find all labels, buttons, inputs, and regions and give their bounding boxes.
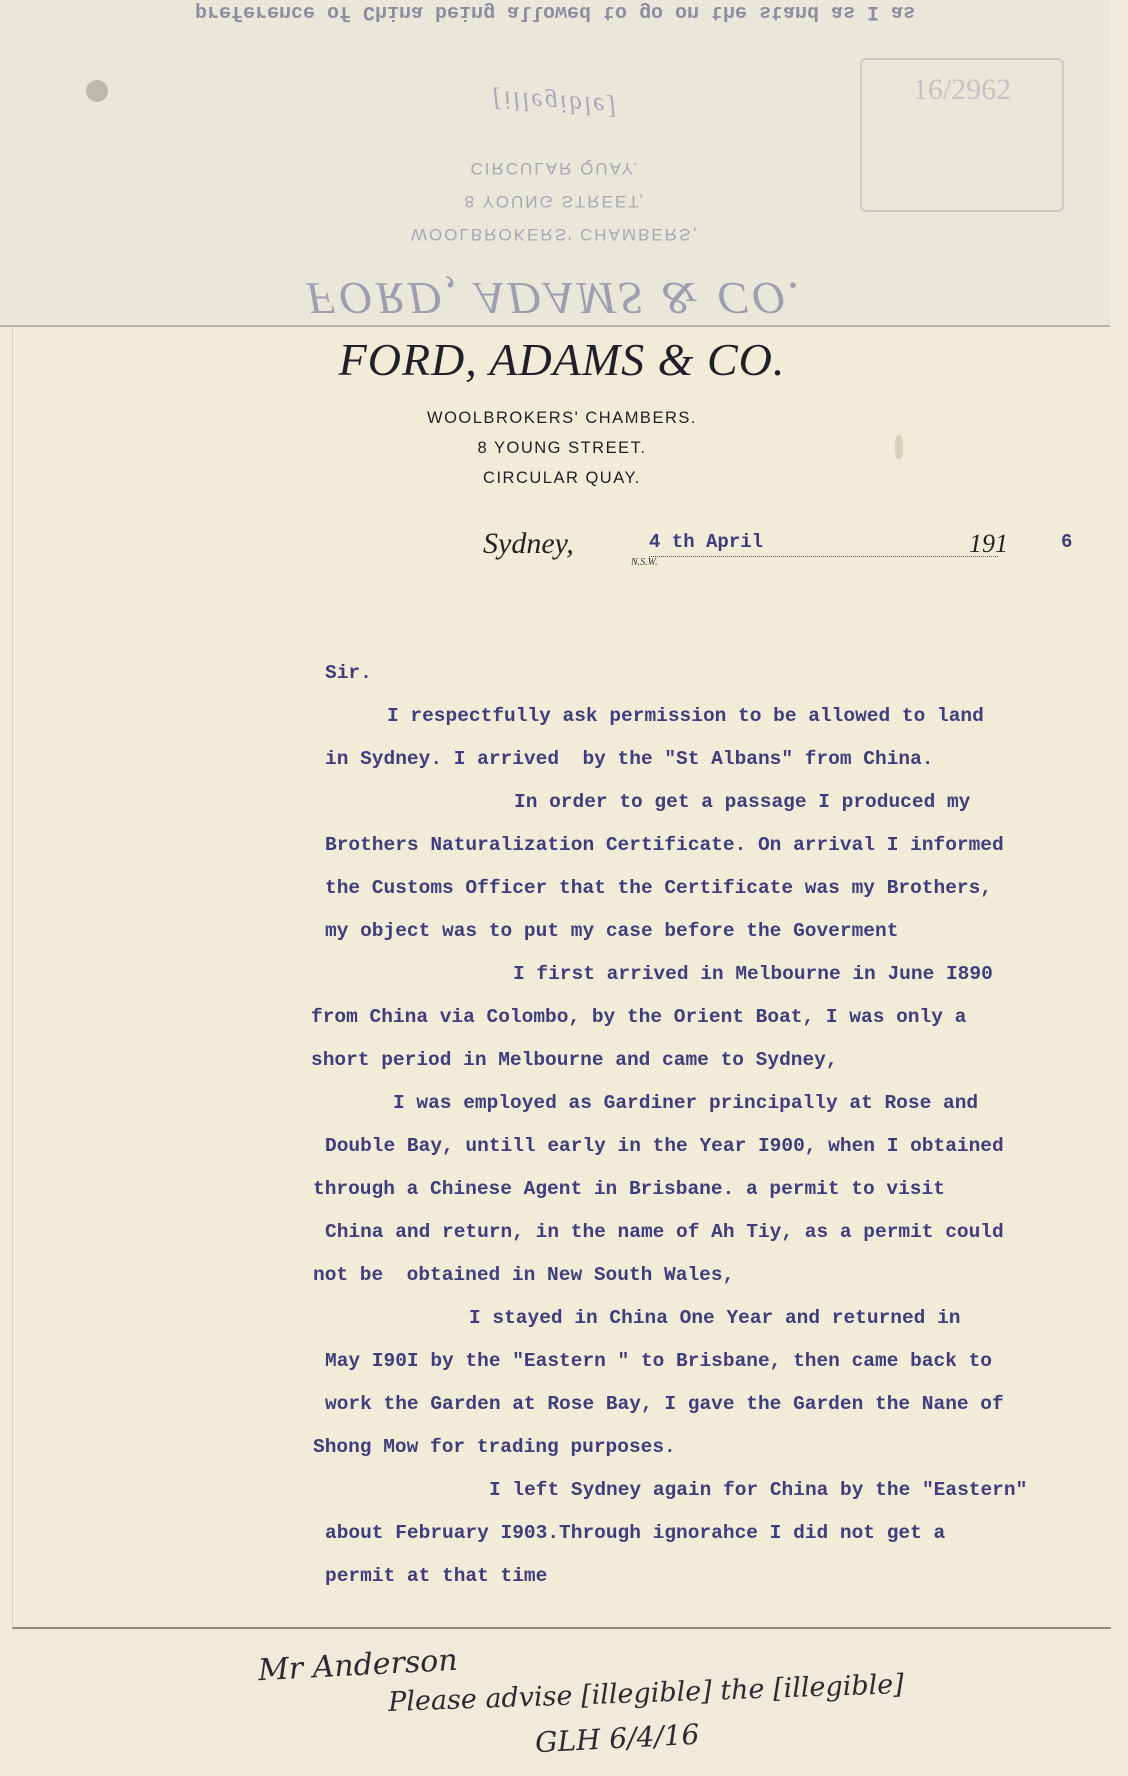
handwritten-addressee: Mr Anderson (257, 1642, 459, 1689)
state-abbrev: N.S.W. (631, 557, 658, 568)
date-dotted-line (649, 556, 998, 557)
mirrored-address-line-3: CIRCULAR QUAY. (470, 159, 640, 178)
underlying-page (0, 0, 1110, 327)
ink-blot (86, 80, 108, 102)
body-line: Brothers Naturalization Certificate. On arrival I informed (325, 834, 1004, 856)
body-line: Shong Mow for trading purposes. (313, 1436, 676, 1458)
body-line: short period in Melbourne and came to Sydney, (311, 1049, 838, 1071)
faded-stamp (860, 58, 1064, 212)
body-line: about February I903.Through ignorahce I did not get a (325, 1522, 946, 1544)
body-line: China and return, in the name of Ah Tiy, as a permit could (325, 1221, 1004, 1243)
body-line: Double Bay, untill early in the Year I900, when I obtained (325, 1135, 1004, 1157)
address-line-3: CIRCULAR QUAY. (483, 469, 641, 487)
letter-page (12, 327, 1111, 1629)
body-line: work the Garden at Rose Bay, I gave the Garden the Nane of (325, 1393, 1004, 1415)
year-prefix: 191 (969, 529, 1008, 558)
handwritten-initials-date: GLH 6/4/16 (534, 1717, 701, 1760)
body-line: the Customs Officer that the Certificate was my Brothers, (325, 877, 993, 899)
body-line: through a Chinese Agent in Brisbane. a permit to visit (313, 1178, 945, 1200)
letter-date: 4 th April (649, 531, 764, 553)
salutation: Sir. (325, 662, 372, 684)
year-digit: 6 (1061, 531, 1073, 553)
body-line: In order to get a passage I produced my (514, 791, 971, 813)
body-line: I stayed in China One Year and returned in (469, 1307, 961, 1329)
body-line: in Sydney. I arrived by the "St Albans" from China. (325, 748, 934, 770)
body-line: I was employed as Gardiner principally at Rose and (393, 1092, 979, 1114)
body-line: I left Sydney again for China by the "Eastern" (489, 1479, 1028, 1501)
body-line: my object was to put my case before the Goverment (325, 920, 899, 942)
stamp-number: 16/2962 (912, 73, 1012, 106)
body-line: not be obtained in New South Wales, (313, 1264, 735, 1286)
place-name: Sydney, (483, 527, 574, 560)
handwritten-note: Please advise [illegible] the [illegible] (387, 1669, 905, 1718)
smudge (895, 435, 903, 459)
dateline (483, 527, 1073, 567)
mirrored-address-line-1: WOOLBROKERS' CHAMBERS, (410, 225, 700, 244)
body-line: May I90I by the "Eastern " to Brisbane, then came back to (325, 1350, 993, 1372)
mirrored-firm-name: FORD, ADAMS & CO. (306, 273, 804, 324)
mirrored-signature: [illegible] (490, 84, 620, 123)
address-line-1: WOOLBROKERS' CHAMBERS. (427, 409, 697, 427)
body-line: I respectfully ask permission to be allowed to land (387, 705, 984, 727)
body-line: permit at that time (325, 1565, 548, 1587)
mirrored-address-line-2: 8 YOUNG STREET, (464, 192, 646, 211)
mirrored-typed-line: preference of China being allowed to go on the stand as I as (194, 0, 916, 23)
firm-name: FORD, ADAMS & CO. (338, 334, 786, 385)
address-line-2: 8 YOUNG STREET. (477, 439, 647, 457)
body-line: from China via Colombo, by the Orient Boat, I was only a (311, 1006, 967, 1028)
body-line: I first arrived in Melbourne in June I890 (513, 963, 993, 985)
